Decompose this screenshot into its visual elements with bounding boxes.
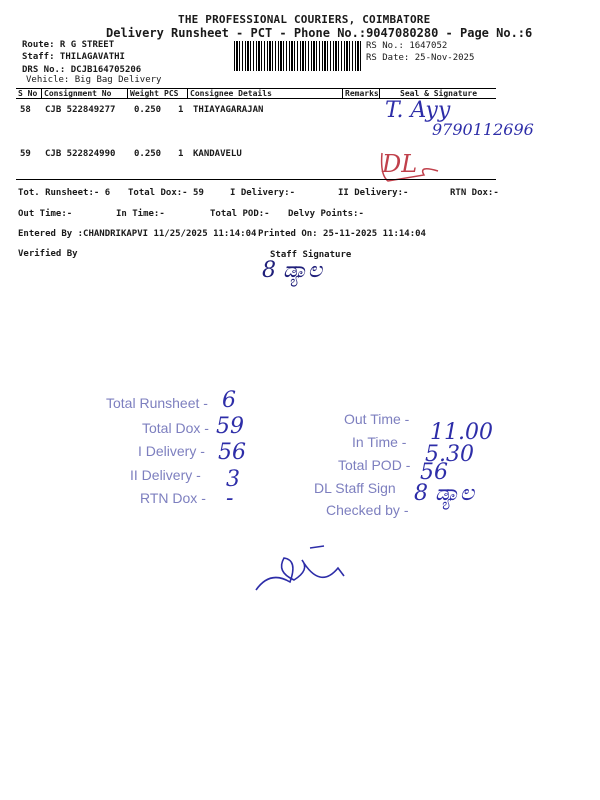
total-pod: Total POD:-	[210, 209, 270, 219]
rs-date: RS Date: 25-Nov-2025	[366, 53, 475, 63]
stamp-out-time-label: Out Time -	[344, 411, 410, 427]
stamp-in-time-label: In Time -	[352, 434, 407, 450]
table-row-pcs: 1	[178, 105, 184, 115]
company-title: THE PROFESSIONAL COURIERS, COIMBATORE	[178, 13, 431, 26]
stamp-in-time-value: 5.30	[425, 442, 474, 467]
table-row-consignee: THIAYAGARAJAN	[193, 105, 264, 115]
red-signature: DL	[382, 150, 418, 178]
staff-signature: 8 ಡ್ಯಾಲ	[262, 258, 323, 283]
ii-delivery: II Delivery:-	[338, 188, 409, 198]
verified-by: Verified By	[18, 249, 78, 259]
table-row-consignee: KANDAVELU	[193, 149, 242, 159]
red-scribble-icon	[378, 145, 458, 187]
table-divider	[379, 88, 380, 98]
stamp-rtn-dox-value: -	[226, 486, 234, 511]
staff-signature-label: Staff Signature	[270, 250, 352, 260]
table-row-consignment: CJB 522849277	[45, 105, 116, 115]
stamp-total-runsheet-value: 6	[222, 388, 236, 413]
col-weight: Weight	[130, 89, 159, 98]
col-pcs: PCS	[164, 89, 179, 98]
stamp-total-dox-value: 59	[216, 414, 244, 439]
stamp-dl-staff-sign-label: DL Staff Sign	[314, 480, 396, 496]
rtn-dox: RTN Dox:-	[450, 188, 499, 198]
table-divider	[127, 88, 128, 98]
route-label: Route: R G STREET	[22, 40, 115, 50]
staff-label: Staff: THILAGAVATHI	[22, 52, 125, 62]
table-divider	[41, 88, 42, 98]
checker-signature-icon	[250, 540, 360, 600]
col-sno: S No	[18, 89, 38, 98]
vehicle-label: Vehicle: Big Bag Delivery	[26, 75, 162, 85]
stamp-total-pod-label: Total POD -	[338, 457, 411, 473]
out-time: Out Time:-	[18, 209, 73, 219]
table-row-weight: 0.250	[134, 149, 162, 159]
table-bottom-border	[16, 179, 496, 180]
table-row-pcs: 1	[178, 149, 184, 159]
stamp-ii-delivery-label: II Delivery -	[130, 467, 201, 483]
tot-runsheet: Tot. Runsheet:- 6	[18, 188, 111, 198]
delvy-points: Delvy Points:-	[288, 209, 364, 219]
drs-number: DRS No.: DCJB164705206	[22, 65, 142, 75]
table-row-sno: 59	[20, 149, 31, 159]
barcode	[234, 41, 362, 71]
stamp-dl-staff-sign-value: 8 ಡ್ಯಾಲ	[414, 481, 475, 506]
stamp-ii-delivery-value: 3	[226, 467, 240, 492]
col-consignee: Consignee Details	[190, 89, 272, 98]
stamp-i-delivery-label: I Delivery -	[138, 443, 205, 459]
stamp-checked-by-label: Checked by -	[326, 502, 409, 518]
col-seal-signature: Seal & Signature	[400, 89, 478, 98]
col-remarks: Remarks	[345, 89, 379, 98]
stamp-total-pod-value: 56	[420, 460, 448, 485]
stamp-total-dox-label: Total Dox -	[142, 420, 209, 436]
in-time: In Time:-	[116, 209, 165, 219]
runsheet-subtitle: Delivery Runsheet - PCT - Phone No.:9047080280 - Page No.:6	[106, 26, 533, 40]
table-divider	[342, 88, 343, 98]
col-consignment: Consignment No	[44, 89, 112, 98]
table-divider	[187, 88, 188, 98]
stamp-out-time-value: 11.00	[430, 420, 493, 445]
total-dox: Total Dox:- 59	[128, 188, 204, 198]
table-row-consignment: CJB 522824990	[45, 149, 116, 159]
stamp-rtn-dox-label: RTN Dox -	[140, 490, 206, 506]
stamp-i-delivery-value: 56	[218, 440, 246, 465]
receiver-signature: T. Ayy	[385, 98, 451, 123]
i-delivery: I Delivery:-	[230, 188, 296, 198]
entered-by: Entered By :CHANDRIKAPVI 11/25/2025 11:14:04	[18, 229, 257, 239]
rs-number: RS No.: 1647052	[366, 41, 448, 51]
stamp-total-runsheet-label: Total Runsheet -	[106, 395, 208, 411]
printed-on: Printed On: 25-11-2025 11:14:04	[258, 229, 426, 239]
receiver-phone: 9790112696	[432, 120, 534, 139]
table-row-weight: 0.250	[134, 105, 162, 115]
table-row-sno: 58	[20, 105, 31, 115]
